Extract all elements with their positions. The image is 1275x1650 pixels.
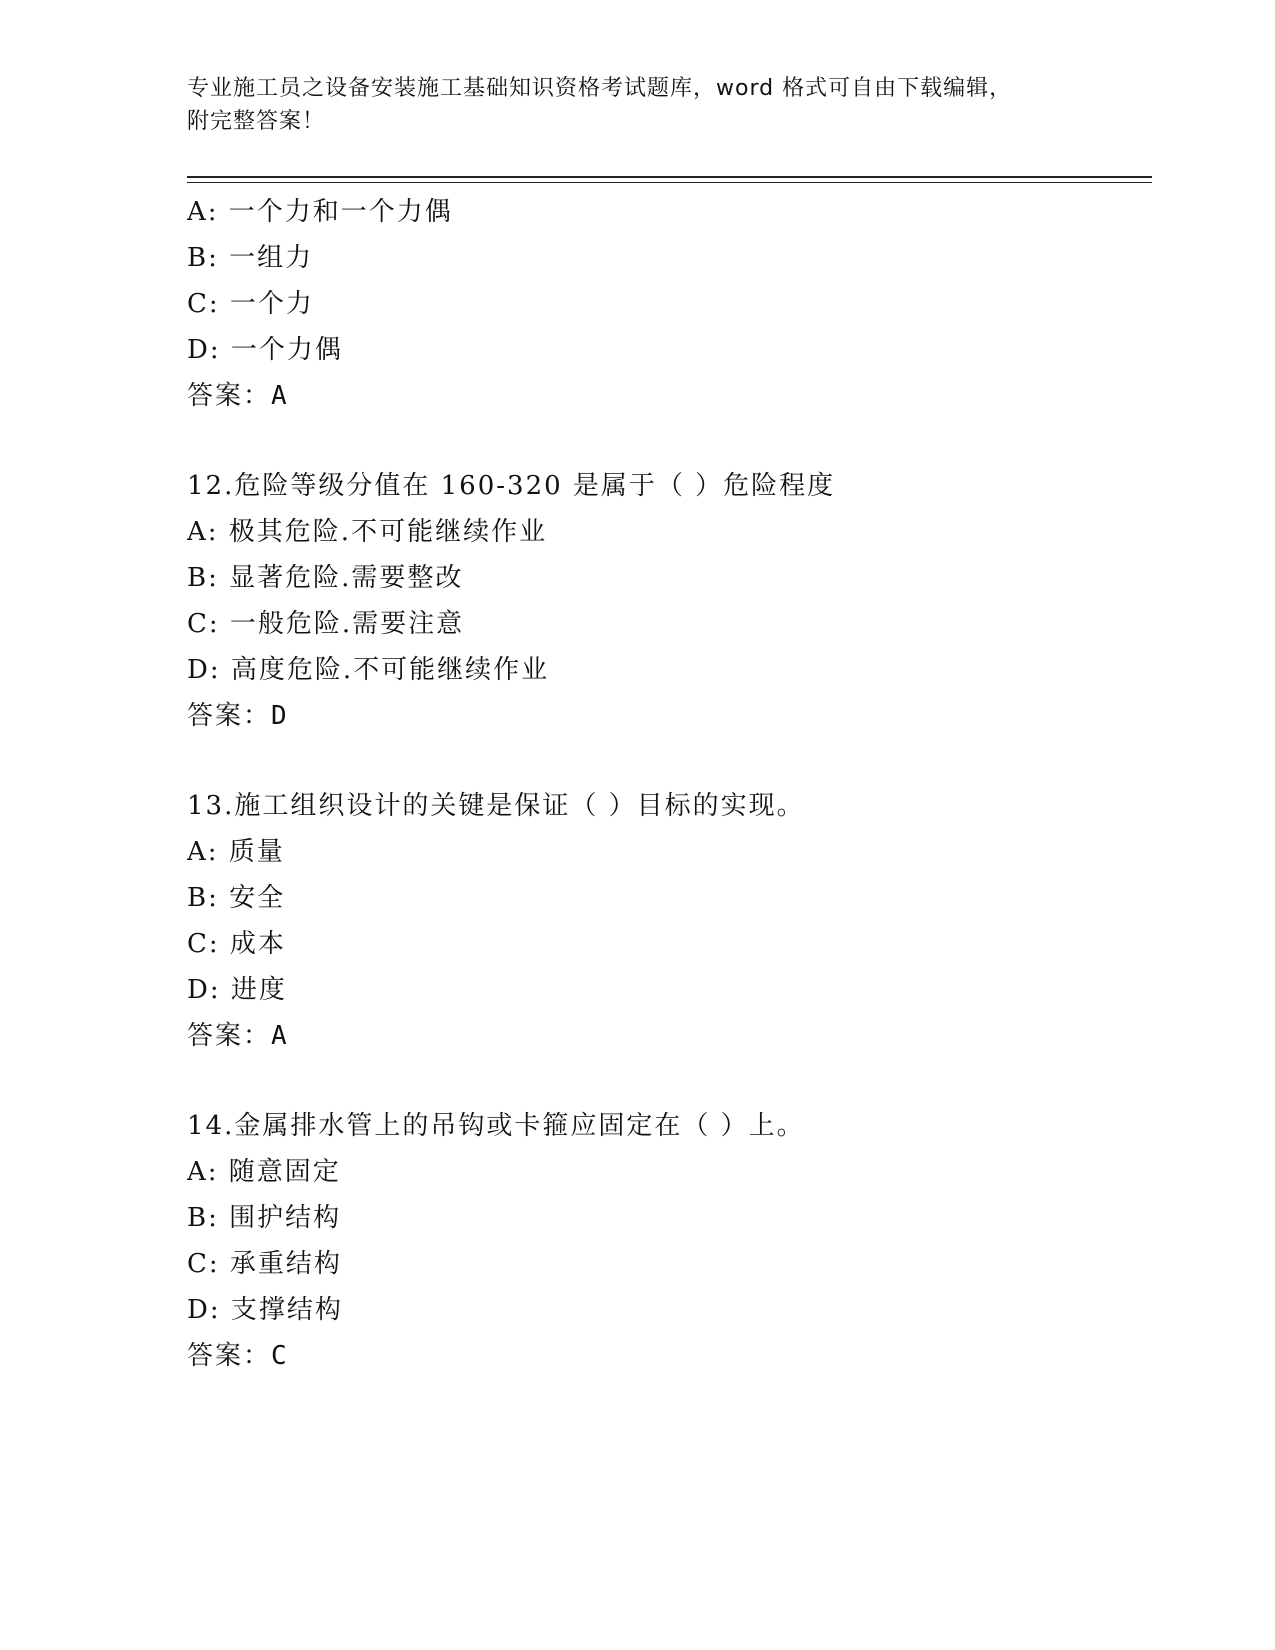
answer-value: A [271, 381, 289, 411]
question-11 [187, 189, 1147, 419]
answer-line [187, 1013, 1147, 1059]
option-b: B: 围护结构 [187, 1203, 342, 1233]
option-c: C: 承重结构 [187, 1249, 342, 1279]
answer-label: 答案： [187, 1341, 272, 1371]
option-c: C: 一个力 [187, 289, 314, 319]
answer-label: 答案： [187, 381, 272, 411]
answer-value: A [271, 1021, 289, 1051]
question-14 [187, 1103, 1147, 1379]
answer-line [187, 373, 1147, 419]
option-a: A: 极其危险.不可能继续作业 [187, 517, 548, 547]
option-d: D: 一个力偶 [187, 335, 343, 365]
question-13 [187, 783, 1147, 1059]
document-header [187, 72, 1087, 138]
question-list [187, 189, 1147, 1379]
option-a: A: 质量 [187, 837, 285, 867]
option-a: A: 一个力和一个力偶 [187, 197, 453, 227]
header-line-2: 附完整答案！ [187, 109, 326, 134]
answer-label: 答案： [187, 701, 272, 731]
header-divider-thick [187, 176, 1152, 178]
answer-line [187, 693, 1147, 739]
question-12 [187, 463, 1147, 739]
option-b: B: 一组力 [187, 243, 314, 273]
question-text: 14.金属排水管上的吊钩或卡箍应固定在（ ）上。 [187, 1111, 805, 1141]
option-a: A: 随意固定 [187, 1157, 341, 1187]
option-c: C: 一般危险.需要注意 [187, 609, 465, 639]
answer-value: C [271, 1341, 289, 1371]
option-b: B: 显著危险.需要整改 [187, 563, 464, 593]
option-c: C: 成本 [187, 929, 286, 959]
answer-value: D [271, 701, 289, 731]
answer-label: 答案： [187, 1021, 272, 1051]
option-d: D: 支撑结构 [187, 1295, 343, 1325]
header-line-1: 专业施工员之设备安装施工基础知识资格考试题库，word 格式可自由下载编辑， [187, 76, 1013, 101]
question-text: 13.施工组织设计的关键是保证（ ）目标的实现。 [187, 791, 805, 821]
header-divider-thin [187, 182, 1152, 183]
question-text: 12.危险等级分值在 160-320 是属于（ ）危险程度 [187, 471, 836, 501]
option-b: B: 安全 [187, 883, 286, 913]
option-d: D: 进度 [187, 975, 287, 1005]
option-d: D: 高度危险.不可能继续作业 [187, 655, 550, 685]
answer-line [187, 1333, 1147, 1379]
